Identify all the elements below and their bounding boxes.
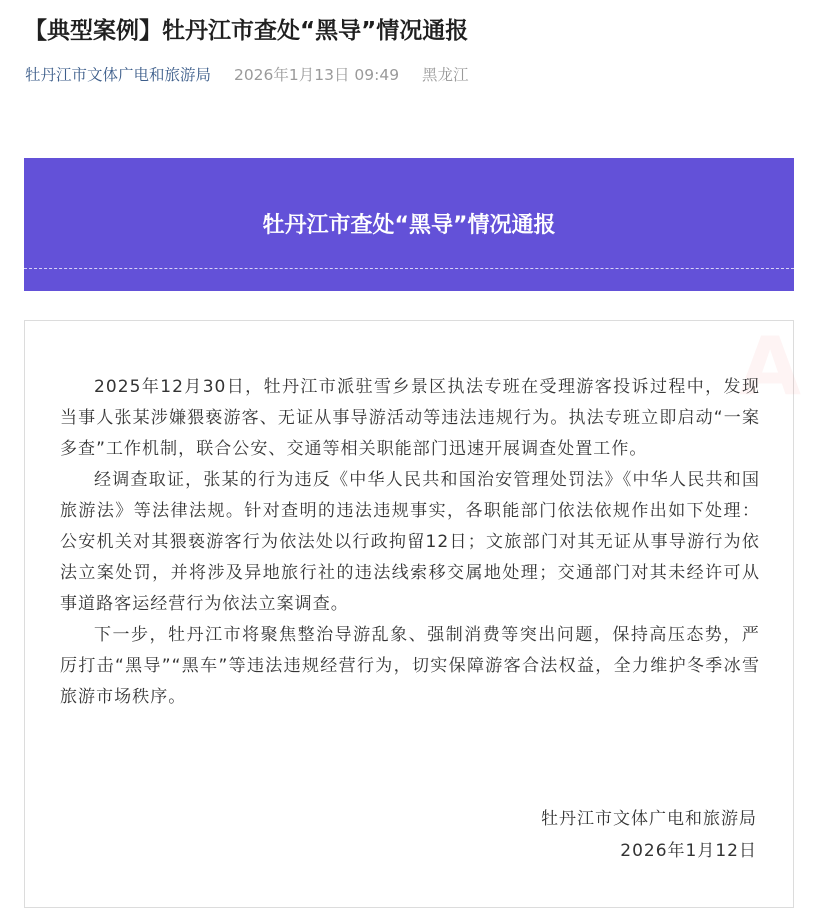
watermark-logo: A (739, 320, 801, 413)
paragraph: 经调查取证，张某的行为违反《中华人民共和国治安管理处罚法》《中华人民共和国旅游法》等法律法规。针对查明的违法违规事实，各职能部门依法依规作出如下处理：公安机关对其猥亵游客行为依法处以行政拘留12日；文旅部门对其无证从事导游行为依法立案处罚，并将涉及异地旅行社的违法线索移交属地处理；交通部门对其未经许可从事道路客运经营行为依法立案调查。 (60, 470, 760, 614)
notice-content-box (24, 320, 801, 908)
signature-block (541, 803, 757, 867)
signature-date: 2026年1月12日 (620, 841, 757, 861)
notice-body (60, 372, 760, 713)
signature-org: 牡丹江市文体广电和旅游局 (541, 809, 757, 829)
article-meta (25, 64, 487, 86)
paragraph: 2025年12月30日，牡丹江市派驻雪乡景区执法专班在受理游客投诉过程中，发现当事人张某涉嫌猥亵游客、无证从事导游活动等违法违规行为。执法专班立即启动“一案多查”工作机制，联合公安、交通等相关职能部门迅速开展调查处置工作。 (60, 377, 760, 459)
banner-title: 牡丹江市查处“黑导”情况通报 (262, 213, 556, 238)
banner-divider (24, 268, 794, 269)
source-link[interactable]: 牡丹江市文体广电和旅游局 (25, 66, 212, 84)
paragraph: 下一步，牡丹江市将聚焦整治导游乱象、强制消费等突出问题，保持高压态势，严厉打击“黑导”“黑车”等违法违规经营行为，切实保障游客合法权益，全力维护冬季冰雪旅游市场秩序。 (60, 625, 760, 707)
publish-time: 2026年1月13日 09:49 (233, 66, 400, 84)
region-label: 黑龙江 (422, 66, 469, 84)
article-title: 【典型案例】牡丹江市查处“黑导”情况通报 (24, 18, 469, 44)
title-banner (24, 158, 794, 291)
